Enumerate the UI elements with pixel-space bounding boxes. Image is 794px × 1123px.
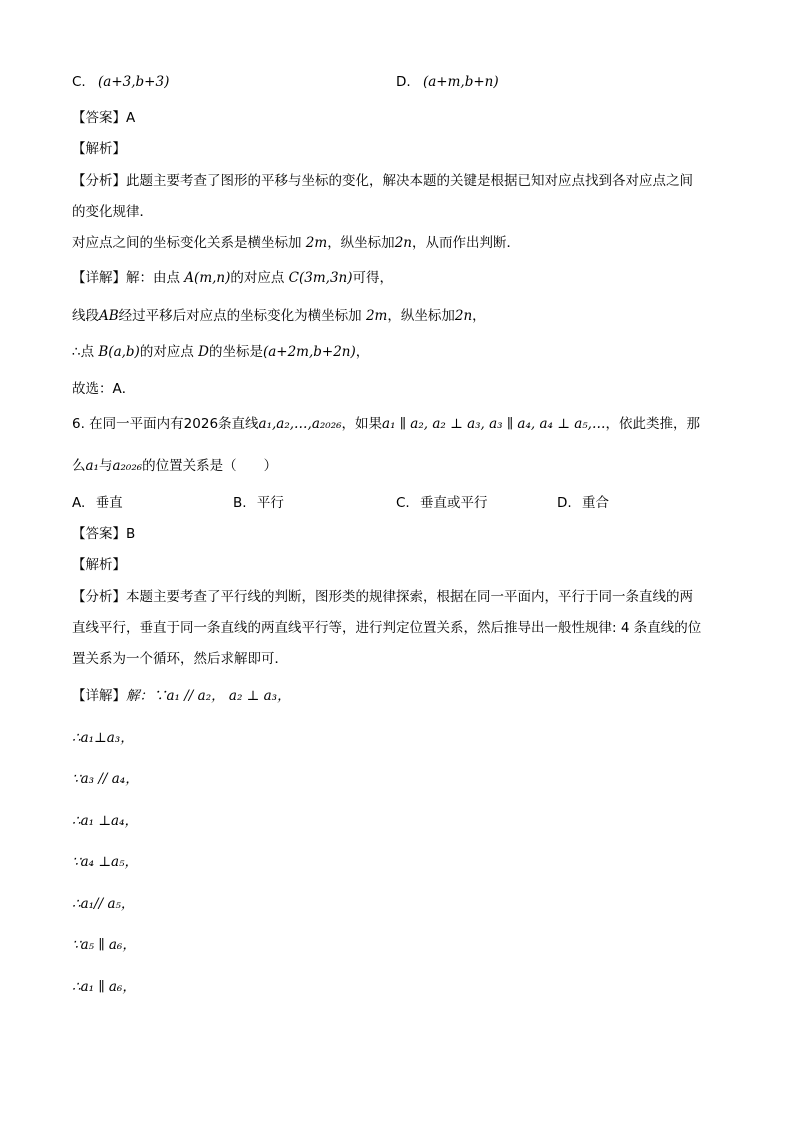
stem-text: ，依此类推，那 bbox=[605, 416, 700, 432]
detail-text: 的对应点 bbox=[139, 344, 194, 360]
detail-2n: 2n bbox=[454, 308, 473, 324]
q5-detail-line-2 bbox=[72, 306, 486, 326]
option-label: A. bbox=[72, 495, 86, 511]
answer-value: A bbox=[126, 110, 136, 126]
answer-tag: 【答案】 bbox=[72, 110, 126, 126]
option-text: 垂直 bbox=[95, 495, 123, 511]
fenxi-tag: 【分析】 bbox=[72, 173, 126, 189]
q6-option-b bbox=[233, 493, 284, 513]
fenxi-tag: 【分析】 bbox=[72, 589, 126, 605]
stem-text: 的位置关系是（ ） bbox=[142, 458, 278, 474]
detail-text: 线段 bbox=[72, 308, 99, 324]
detail-tag: 【详解】 bbox=[72, 270, 126, 286]
q6-stem-line-1 bbox=[72, 414, 700, 434]
stem-text: 么 bbox=[72, 458, 86, 474]
fenxi-text: 此题主要考查了图形的平移与坐标的变化，解决本题的关键是根据已知对应点找到各对应点之间 bbox=[126, 173, 693, 189]
option-d-label: D. bbox=[396, 74, 411, 90]
option-d bbox=[396, 72, 499, 92]
option-text: 重合 bbox=[581, 495, 609, 511]
rule-text: ，纵坐标加 bbox=[327, 235, 395, 251]
q5-fenxi-line-1 bbox=[72, 171, 693, 191]
detail-text: ， bbox=[355, 344, 370, 360]
q6-detail-first bbox=[72, 686, 291, 706]
detail-tag: 【详解】 bbox=[72, 688, 126, 704]
point-a: A(m,n) bbox=[184, 270, 231, 286]
stem-text: ，如果 bbox=[341, 416, 383, 432]
q6-step: ∵a₃ // a₄， bbox=[72, 771, 139, 787]
q6-stem-line-2 bbox=[72, 456, 277, 476]
stem-a1: a₁ bbox=[85, 458, 99, 474]
stem-text: 与 bbox=[98, 458, 113, 474]
q5-detail-line-1 bbox=[72, 268, 393, 288]
option-label: C. bbox=[396, 495, 410, 511]
q6-step: ∴a₁// a₅， bbox=[72, 896, 135, 912]
detail-2m: 2m bbox=[365, 308, 388, 324]
detail-text: 解：由点 bbox=[126, 270, 180, 286]
detail-text: 经过平移后对应点的坐标变化为横坐标加 bbox=[118, 308, 362, 324]
q6-step: ∴a₁ ∥ a₆， bbox=[72, 979, 136, 995]
rule-2n: 2n bbox=[394, 235, 412, 251]
detail-text: ∴点 bbox=[72, 344, 95, 360]
q6-option-d bbox=[557, 493, 609, 513]
detail-text: 的坐标是 bbox=[208, 344, 263, 360]
option-text: 垂直或平行 bbox=[420, 495, 488, 511]
stem-lines: a₁,a₂,…,a₂₀₂₆ bbox=[258, 416, 342, 432]
q6-step: ∴a₁⊥a₃， bbox=[72, 730, 134, 746]
q5-choose: 故选：A． bbox=[72, 381, 136, 397]
fenxi-text: 本题主要考查了平行线的判断，图形类的规律探索，根据在同一平面内，平行于同一条直线的两 bbox=[126, 589, 693, 605]
q6-step: ∵a₅ ∥ a₆， bbox=[72, 937, 136, 953]
detail-first-text: 解：∵a₁ // a₂， a₂ ⊥ a₃， bbox=[126, 688, 291, 704]
point-d: D bbox=[198, 344, 209, 360]
detail-text: 的对应点 bbox=[230, 270, 285, 286]
rule-2m: 2m bbox=[305, 235, 328, 251]
q6-fenxi-line-2: 直线平行，垂直于同一条直线的两直线平行等，进行判定位置关系，然后推导出一般性规律: 4 条直线的位 bbox=[72, 620, 702, 636]
point-b: B(a,b) bbox=[98, 344, 140, 360]
detail-text: ， bbox=[472, 308, 486, 324]
q6-step: ∵a₄ ⊥a₅， bbox=[72, 854, 138, 870]
detail-text: ，纵坐标加 bbox=[387, 308, 455, 324]
stem-condition: a₁ ∥ a₂, a₂ ⊥ a₃, a₃ ∥ a₄, a₄ ⊥ a₅,… bbox=[382, 416, 606, 432]
rule-text: ，从而作出判断． bbox=[411, 235, 520, 251]
rule-text: 对应点之间的坐标变化关系是横坐标加 bbox=[72, 235, 302, 251]
option-label: B. bbox=[233, 495, 247, 511]
q6-option-a bbox=[72, 493, 123, 513]
point-d-result: (a+2m,b+2n) bbox=[262, 344, 356, 360]
answer-tag: 【答案】 bbox=[72, 526, 126, 542]
stem-text: 6. 在同一平面内有2026条直线 bbox=[72, 416, 259, 432]
segment-ab: AB bbox=[99, 308, 119, 324]
option-label: D. bbox=[557, 495, 572, 511]
option-c bbox=[72, 72, 169, 92]
q5-analysis-tag: 【解析】 bbox=[72, 141, 126, 157]
q6-answer bbox=[72, 524, 135, 544]
q6-analysis-tag: 【解析】 bbox=[72, 557, 126, 573]
option-text: 平行 bbox=[256, 495, 284, 511]
detail-text: 可得， bbox=[352, 270, 394, 286]
point-c: C(3m,3n) bbox=[288, 270, 353, 286]
q6-option-c bbox=[396, 493, 488, 513]
q6-step: ∴a₁ ⊥a₄， bbox=[72, 813, 138, 829]
option-d-value: (a+m,b+n) bbox=[422, 74, 499, 90]
q5-rule-line bbox=[72, 233, 520, 253]
q5-answer bbox=[72, 108, 135, 128]
q6-fenxi-line-1 bbox=[72, 587, 693, 607]
stem-a2026: a₂₀₂₆ bbox=[112, 458, 143, 474]
q5-fenxi-line-2: 的变化规律． bbox=[72, 204, 153, 220]
q6-fenxi-line-3: 置关系为一个循环，然后求解即可． bbox=[72, 651, 288, 667]
option-c-label: C. bbox=[72, 74, 86, 90]
q5-detail-line-3 bbox=[72, 342, 369, 362]
option-c-value: (a+3,b+3) bbox=[98, 74, 170, 90]
answer-value: B bbox=[126, 526, 136, 542]
